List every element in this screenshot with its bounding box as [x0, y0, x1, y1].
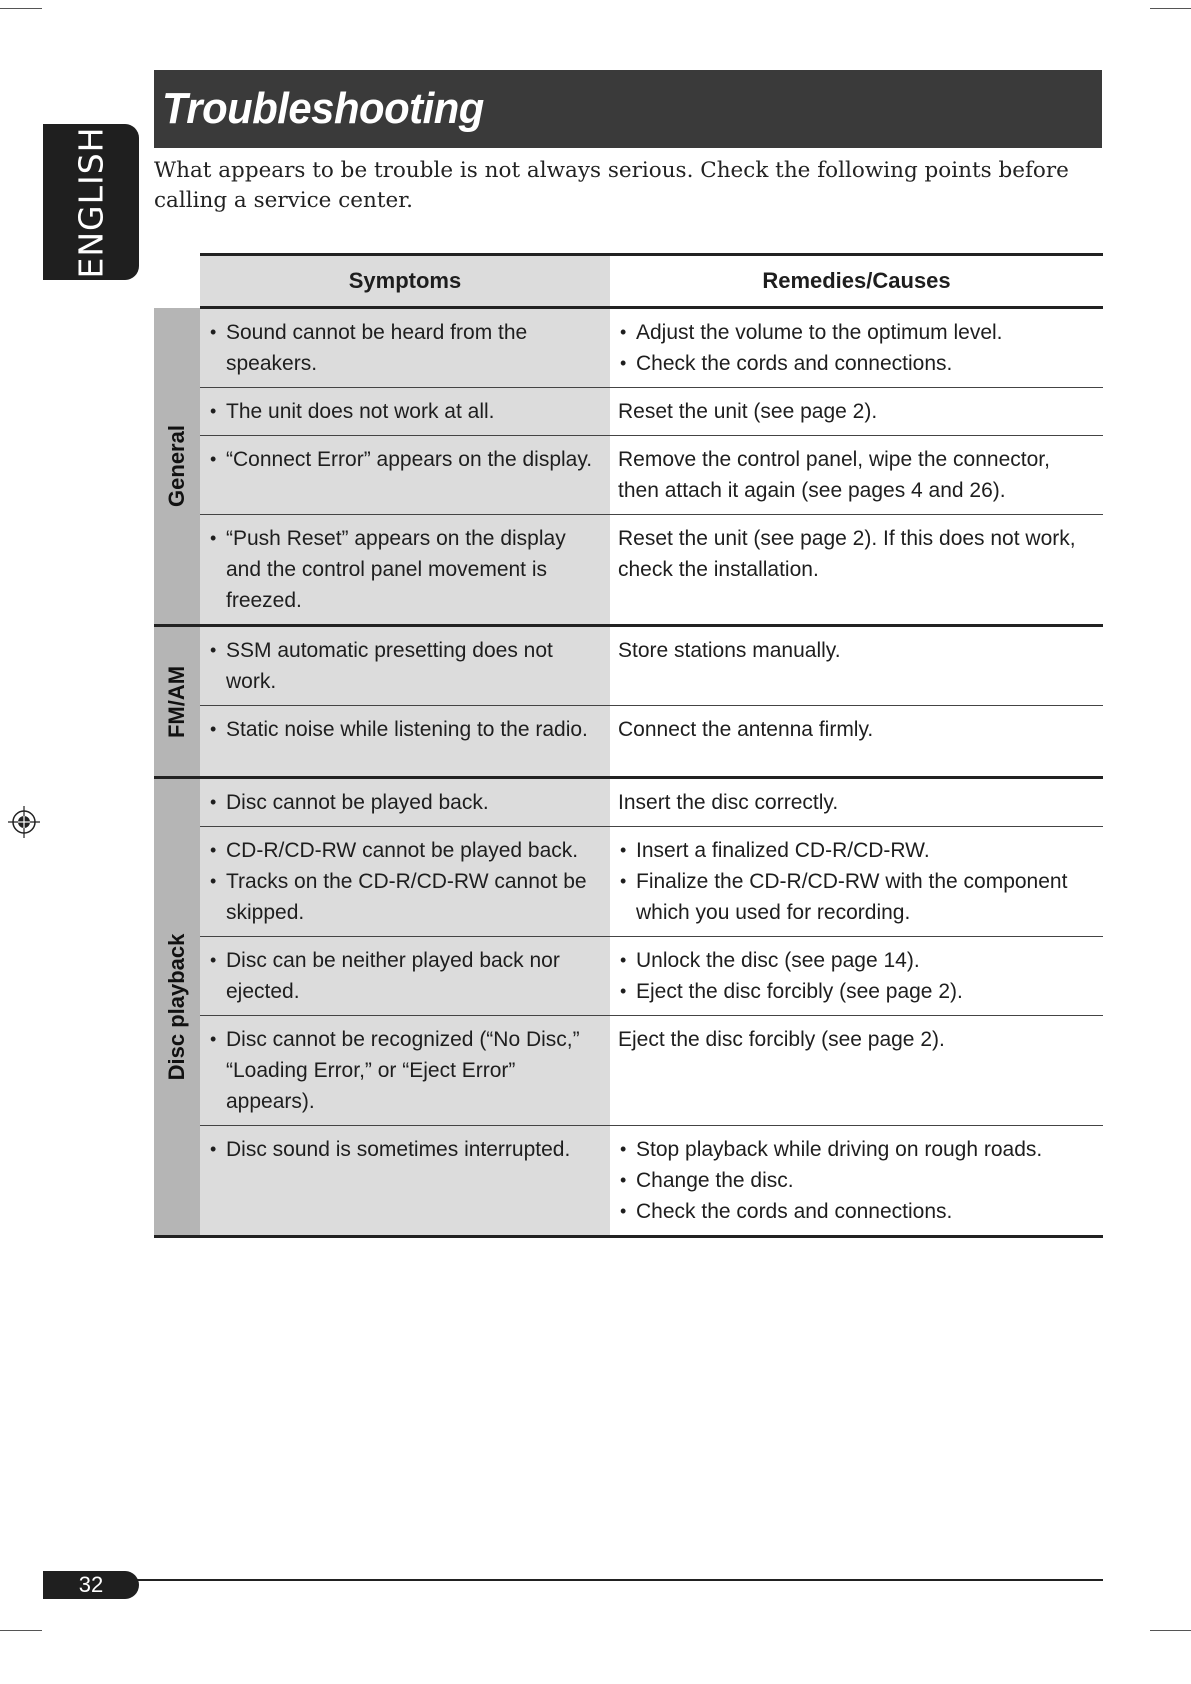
remedy-cell: [610, 827, 1103, 937]
remedy-cell: [610, 308, 1103, 388]
remedy-cell: [610, 1016, 1103, 1126]
category-label: General: [164, 424, 189, 507]
table-row: [154, 436, 1103, 515]
remedy-text: Reset the unit (see page 2). If this does not work, check the installation.: [618, 527, 1076, 581]
title-bar: [154, 70, 1102, 148]
symptom-list: [208, 635, 602, 697]
symptom-list: [208, 945, 602, 1007]
table-body: [154, 308, 1103, 1237]
symptom-list: [208, 523, 602, 616]
symptom-cell: [200, 1016, 610, 1126]
symptom-item: • CD-R/CD-RW cannot be played back.: [208, 835, 602, 866]
remedy-item: • Insert a finalized CD-R/CD-RW.: [618, 835, 1095, 866]
remedy-item: • Check the cords and connections.: [618, 1196, 1095, 1227]
symptom-list: [208, 396, 602, 427]
symptom-item: • “Connect Error” appears on the display.: [208, 444, 602, 475]
troubleshooting-table: [154, 253, 1103, 1238]
remedy-list: [618, 945, 1095, 1007]
remedy-list: [618, 317, 1095, 379]
symptom-list: [208, 317, 602, 379]
remedy-cell: [610, 626, 1103, 706]
remedy-item: • Stop playback while driving on rough roads.: [618, 1134, 1095, 1165]
symptom-item: • Disc sound is sometimes interrupted.: [208, 1134, 602, 1165]
category-cell: [154, 626, 200, 778]
symptoms-header: Symptoms: [200, 255, 610, 308]
table-row: [154, 626, 1103, 706]
remedy-cell: [610, 706, 1103, 778]
remedy-text: Store stations manually.: [618, 639, 841, 662]
symptom-item: • Sound cannot be heard from the speakers.: [208, 317, 602, 379]
symptom-list: [208, 714, 602, 745]
remedy-cell: [610, 937, 1103, 1016]
remedy-cell: [610, 1126, 1103, 1237]
table-row: [154, 515, 1103, 626]
page-title: Troubleshooting: [162, 84, 484, 133]
symptom-list: [208, 1024, 602, 1117]
remedies-header: Remedies/Causes: [610, 255, 1103, 308]
symptom-item: • “Push Reset” appears on the display and the control panel movement is freezed.: [208, 523, 602, 616]
header-blank-cell: [154, 255, 200, 308]
symptom-cell: [200, 1126, 610, 1237]
symptom-list: [208, 444, 602, 475]
symptom-item: • Disc cannot be recognized (“No Disc,” “Loading Error,” or “Eject Error” appears).: [208, 1024, 602, 1117]
symptom-cell: [200, 308, 610, 388]
remedy-text: Insert the disc correctly.: [618, 791, 839, 814]
remedy-text: Remove the control panel, wipe the connector, then attach it again (see pages 4 and 26).: [618, 448, 1050, 502]
symptom-item: • Disc cannot be played back.: [208, 787, 602, 818]
remedy-list: [618, 1134, 1095, 1227]
crop-mark: [0, 1630, 42, 1631]
symptom-cell: [200, 706, 610, 778]
crop-mark: [1150, 1630, 1191, 1631]
table-row: [154, 778, 1103, 827]
table-row: [154, 1016, 1103, 1126]
remedy-text: Connect the antenna firmly.: [618, 718, 874, 741]
language-tab: [43, 124, 139, 280]
symptom-cell: [200, 436, 610, 515]
remedy-cell: [610, 436, 1103, 515]
remedy-item: • Unlock the disc (see page 14).: [618, 945, 1095, 976]
page-number-badge: [43, 1571, 139, 1599]
page-number: 32: [78, 1572, 104, 1597]
symptom-list: [208, 1134, 602, 1165]
crop-mark: [1150, 8, 1191, 9]
registration-crosshair-icon: [8, 806, 40, 838]
remedy-item: • Check the cords and connections.: [618, 348, 1095, 379]
crop-mark: [0, 8, 42, 9]
language-tab-label: ENGLISH: [71, 126, 111, 278]
table-row: [154, 827, 1103, 937]
category-label: FM/AM: [164, 665, 189, 738]
symptom-cell: [200, 388, 610, 436]
symptom-list: [208, 787, 602, 818]
footer-rule: [43, 1579, 1103, 1581]
intro-text: What appears to be trouble is not always serious. Check the following points before calling a service center.: [154, 158, 1069, 213]
remedy-list: [618, 835, 1095, 928]
symptom-cell: [200, 827, 610, 937]
symptom-cell: [200, 778, 610, 827]
symptom-item: • Static noise while listening to the radio.: [208, 714, 602, 745]
symptom-item: • The unit does not work at all.: [208, 396, 602, 427]
symptom-item: • Disc can be neither played back nor ejected.: [208, 945, 602, 1007]
remedy-item: • Finalize the CD-R/CD-RW with the component which you used for recording.: [618, 866, 1095, 928]
table-row: [154, 308, 1103, 388]
table-row: [154, 937, 1103, 1016]
remedy-cell: [610, 388, 1103, 436]
table-header-row: [154, 255, 1103, 308]
table-row: [154, 388, 1103, 436]
symptom-item: • SSM automatic presetting does not work.: [208, 635, 602, 697]
symptom-list: [208, 835, 602, 928]
table-row: [154, 706, 1103, 778]
symptom-cell: [200, 937, 610, 1016]
remedy-item: • Change the disc.: [618, 1165, 1095, 1196]
remedy-item: • Eject the disc forcibly (see page 2).: [618, 976, 1095, 1007]
category-cell: [154, 778, 200, 1237]
remedy-cell: [610, 778, 1103, 827]
remedy-text: Eject the disc forcibly (see page 2).: [618, 1028, 945, 1051]
symptom-item: • Tracks on the CD-R/CD-RW cannot be skipped.: [208, 866, 602, 928]
category-label: Disc playback: [164, 933, 189, 1081]
table-row: [154, 1126, 1103, 1237]
remedy-item: • Adjust the volume to the optimum level.: [618, 317, 1095, 348]
remedy-text: Reset the unit (see page 2).: [618, 400, 878, 423]
symptom-cell: [200, 515, 610, 626]
symptom-cell: [200, 626, 610, 706]
category-cell: [154, 308, 200, 626]
remedy-cell: [610, 515, 1103, 626]
